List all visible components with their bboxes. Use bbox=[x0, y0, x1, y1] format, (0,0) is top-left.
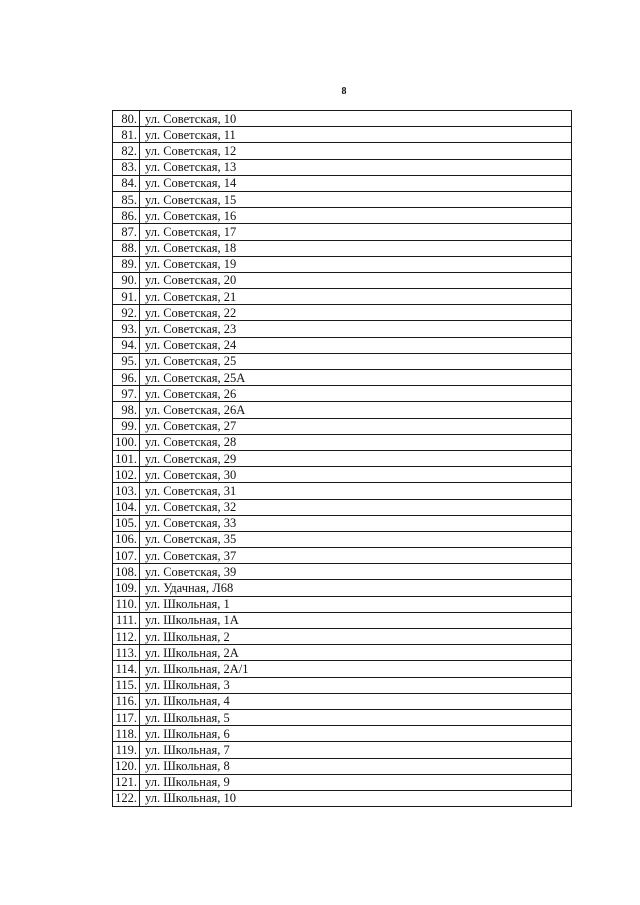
row-number: 95. bbox=[113, 353, 140, 369]
row-number: 121. bbox=[113, 774, 140, 790]
row-address: ул. Советская, 10 bbox=[140, 111, 572, 127]
row-number: 119. bbox=[113, 742, 140, 758]
row-number: 110. bbox=[113, 596, 140, 612]
table-row bbox=[113, 629, 572, 645]
row-address: ул. Советская, 35 bbox=[140, 531, 572, 547]
row-number: 94. bbox=[113, 337, 140, 353]
table-row bbox=[113, 726, 572, 742]
row-number: 82. bbox=[113, 143, 140, 159]
row-address: ул. Советская, 28 bbox=[140, 434, 572, 450]
table-row bbox=[113, 353, 572, 369]
row-number: 116. bbox=[113, 693, 140, 709]
row-address: ул. Советская, 19 bbox=[140, 256, 572, 272]
table-row bbox=[113, 175, 572, 191]
row-address: ул. Советская, 11 bbox=[140, 127, 572, 143]
row-number: 114. bbox=[113, 661, 140, 677]
row-address: ул. Школьная, 3 bbox=[140, 677, 572, 693]
row-address: ул. Советская, 26 bbox=[140, 386, 572, 402]
table-row bbox=[113, 742, 572, 758]
row-number: 98. bbox=[113, 402, 140, 418]
table-row bbox=[113, 127, 572, 143]
row-address: ул. Советская, 24 bbox=[140, 337, 572, 353]
row-address: ул. Школьная, 5 bbox=[140, 709, 572, 725]
table-row bbox=[113, 580, 572, 596]
row-address: ул. Советская, 30 bbox=[140, 467, 572, 483]
row-number: 90. bbox=[113, 272, 140, 288]
row-address: ул. Школьная, 7 bbox=[140, 742, 572, 758]
table-row bbox=[113, 386, 572, 402]
table-row bbox=[113, 208, 572, 224]
row-address: ул. Удачная, Л68 bbox=[140, 580, 572, 596]
row-number: 93. bbox=[113, 321, 140, 337]
table-row bbox=[113, 548, 572, 564]
row-number: 107. bbox=[113, 548, 140, 564]
row-address: ул. Школьная, 10 bbox=[140, 790, 572, 806]
row-number: 122. bbox=[113, 790, 140, 806]
row-address: ул. Советская, 26А bbox=[140, 402, 572, 418]
table-row bbox=[113, 418, 572, 434]
table-row bbox=[113, 289, 572, 305]
table-row bbox=[113, 790, 572, 806]
table-row bbox=[113, 531, 572, 547]
row-number: 109. bbox=[113, 580, 140, 596]
table-row bbox=[113, 515, 572, 531]
row-address: ул. Школьная, 2А/1 bbox=[140, 661, 572, 677]
row-number: 88. bbox=[113, 240, 140, 256]
row-number: 92. bbox=[113, 305, 140, 321]
row-number: 103. bbox=[113, 483, 140, 499]
address-table bbox=[112, 110, 572, 807]
table-row bbox=[113, 467, 572, 483]
table-row bbox=[113, 305, 572, 321]
row-address: ул. Советская, 22 bbox=[140, 305, 572, 321]
table-row bbox=[113, 564, 572, 580]
address-table-body bbox=[113, 111, 572, 807]
row-address: ул. Советская, 21 bbox=[140, 289, 572, 305]
table-row bbox=[113, 159, 572, 175]
table-row bbox=[113, 677, 572, 693]
row-number: 83. bbox=[113, 159, 140, 175]
row-address: ул. Советская, 33 bbox=[140, 515, 572, 531]
row-address: ул. Советская, 14 bbox=[140, 175, 572, 191]
table-row bbox=[113, 224, 572, 240]
row-number: 108. bbox=[113, 564, 140, 580]
table-row bbox=[113, 143, 572, 159]
table-row bbox=[113, 272, 572, 288]
row-number: 113. bbox=[113, 645, 140, 661]
row-address: ул. Советская, 32 bbox=[140, 499, 572, 515]
row-number: 120. bbox=[113, 758, 140, 774]
row-number: 80. bbox=[113, 111, 140, 127]
row-address: ул. Школьная, 2А bbox=[140, 645, 572, 661]
row-address: ул. Школьная, 2 bbox=[140, 629, 572, 645]
row-address: ул. Школьная, 6 bbox=[140, 726, 572, 742]
table-row bbox=[113, 774, 572, 790]
row-number: 104. bbox=[113, 499, 140, 515]
row-address: ул. Советская, 20 bbox=[140, 272, 572, 288]
row-address: ул. Советская, 29 bbox=[140, 450, 572, 466]
table-row bbox=[113, 483, 572, 499]
row-address: ул. Школьная, 4 bbox=[140, 693, 572, 709]
row-address: ул. Советская, 12 bbox=[140, 143, 572, 159]
row-address: ул. Советская, 17 bbox=[140, 224, 572, 240]
table-row bbox=[113, 596, 572, 612]
table-row bbox=[113, 370, 572, 386]
row-address: ул. Советская, 13 bbox=[140, 159, 572, 175]
row-address: ул. Советская, 37 bbox=[140, 548, 572, 564]
row-number: 101. bbox=[113, 450, 140, 466]
table-row bbox=[113, 661, 572, 677]
row-number: 81. bbox=[113, 127, 140, 143]
row-number: 91. bbox=[113, 289, 140, 305]
row-address: ул. Школьная, 1 bbox=[140, 596, 572, 612]
table-row bbox=[113, 191, 572, 207]
row-number: 111. bbox=[113, 612, 140, 628]
row-address: ул. Советская, 25А bbox=[140, 370, 572, 386]
row-number: 85. bbox=[113, 191, 140, 207]
row-address: ул. Советская, 27 bbox=[140, 418, 572, 434]
row-number: 86. bbox=[113, 208, 140, 224]
row-number: 105. bbox=[113, 515, 140, 531]
row-address: ул. Советская, 15 bbox=[140, 191, 572, 207]
page-number: 8 bbox=[341, 86, 347, 97]
table-row bbox=[113, 693, 572, 709]
row-address: ул. Школьная, 8 bbox=[140, 758, 572, 774]
row-number: 96. bbox=[113, 370, 140, 386]
row-number: 97. bbox=[113, 386, 140, 402]
row-number: 112. bbox=[113, 629, 140, 645]
row-number: 84. bbox=[113, 175, 140, 191]
table-row bbox=[113, 450, 572, 466]
table-row bbox=[113, 709, 572, 725]
table-row bbox=[113, 337, 572, 353]
table-row bbox=[113, 499, 572, 515]
table-row bbox=[113, 111, 572, 127]
table-row bbox=[113, 758, 572, 774]
row-address: ул. Советская, 31 bbox=[140, 483, 572, 499]
table-row bbox=[113, 256, 572, 272]
table-row bbox=[113, 645, 572, 661]
table-row bbox=[113, 402, 572, 418]
row-address: ул. Советская, 18 bbox=[140, 240, 572, 256]
row-address: ул. Советская, 23 bbox=[140, 321, 572, 337]
table-row bbox=[113, 612, 572, 628]
row-number: 89. bbox=[113, 256, 140, 272]
row-number: 117. bbox=[113, 709, 140, 725]
row-address: ул. Школьная, 9 bbox=[140, 774, 572, 790]
row-address: ул. Советская, 16 bbox=[140, 208, 572, 224]
row-number: 118. bbox=[113, 726, 140, 742]
row-address: ул. Советская, 25 bbox=[140, 353, 572, 369]
row-address: ул. Школьная, 1А bbox=[140, 612, 572, 628]
row-number: 87. bbox=[113, 224, 140, 240]
row-number: 99. bbox=[113, 418, 140, 434]
row-number: 102. bbox=[113, 467, 140, 483]
table-row bbox=[113, 240, 572, 256]
row-number: 100. bbox=[113, 434, 140, 450]
row-number: 106. bbox=[113, 531, 140, 547]
table-row bbox=[113, 434, 572, 450]
row-number: 115. bbox=[113, 677, 140, 693]
row-address: ул. Советская, 39 bbox=[140, 564, 572, 580]
table-row bbox=[113, 321, 572, 337]
